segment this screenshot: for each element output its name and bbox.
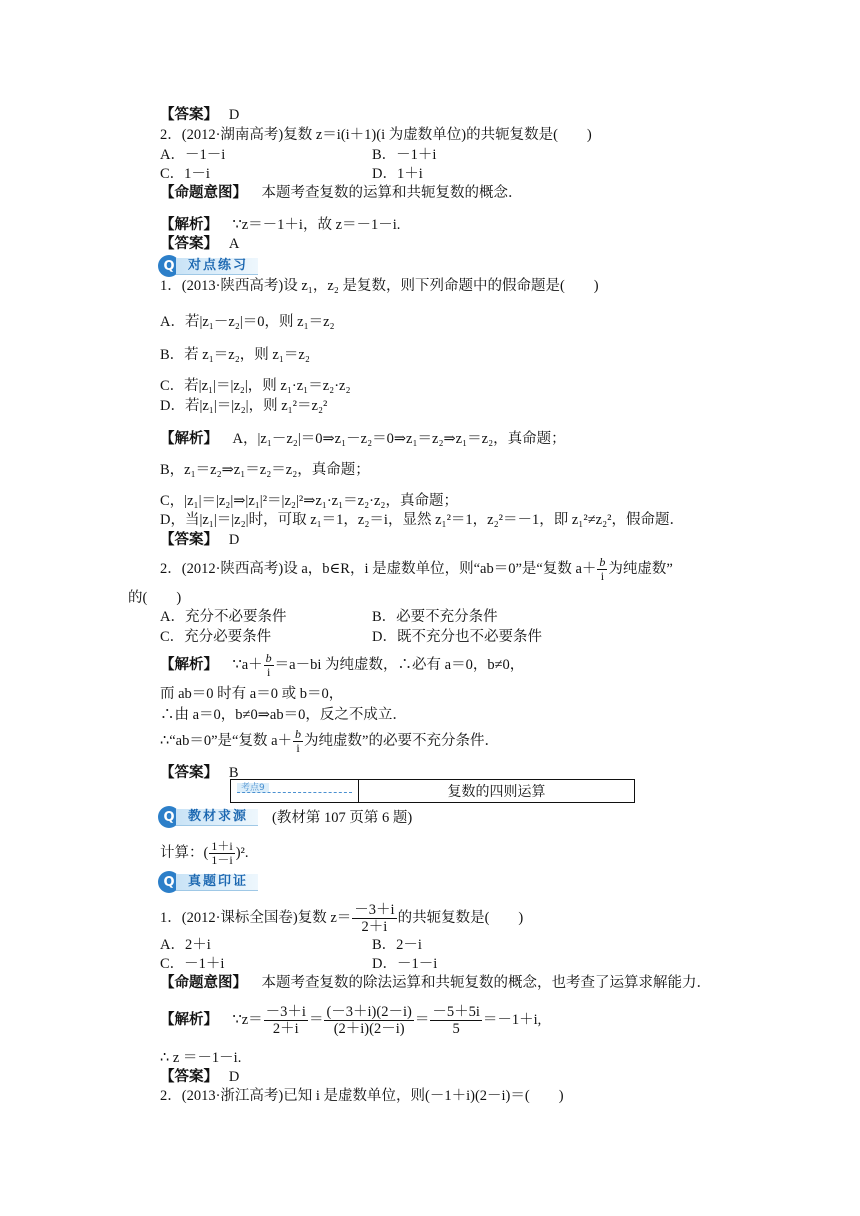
answer-label: 【答案】 [160,107,218,123]
question-shaanxi2013-stem: 1．(2013·陕西高考)设 z₁，z₂ 是复数，则下列命题中的假命题是( ) [160,278,599,294]
stem-tail: 的( ) [128,590,182,606]
analysis-text: C，|z₁|＝|z₂|⇒|z₁|²＝|z₂|²⇒z₁·z₁＝z₂·z₂，真命题； [160,493,458,509]
analysis-text: B，z₁＝z₂⇒z₁＝z₂＝z₂，真命题； [160,462,370,478]
analysis-text: ∵a＋ [232,656,263,673]
fraction [209,840,234,867]
fraction-numerator: b [265,651,272,665]
magnifier-icon: Q [158,255,180,277]
fraction-denominator: i [267,665,271,679]
stem-text: 2．(2012·陕西高考)设 a，b∈R，i 是虚数单位，则“ab＝0”是“复数 a＋ [160,560,597,577]
option-c: C．若|z₁|＝|z₂|，则 z₁·z₁＝z₂·z₂ [160,378,351,394]
analysis-text: A，|z₁－z₂|＝0⇒z₁－z₂＝0⇒z₁＝z₂⇒z₁＝z₂，真命题； [232,431,566,447]
section-practice-header [158,255,258,277]
option-c: C．1－i [160,166,210,182]
textbook-calc [160,840,249,867]
analysis-text: ∴ z ＝－1－i. [160,1050,242,1066]
answer-label: 【答案】 [160,1069,218,1085]
option-d: D．既不充分也不必要条件 [372,629,542,645]
option-a: A．2＋i [160,937,211,953]
analysis-line: 【解析】 ∵z＝ $\frac{-3+i}{2+i}$ ＝ $\frac{(-3+i)(2-i)}{(2+i)(2-i)}$ ＝ $\frac{-5+5i}{5}$ ＝－1＋i, [160,1004,542,1037]
option-a: A．－1－i [160,147,226,163]
fraction-numerator: －3＋i [265,1004,306,1020]
fraction-denominator: i [600,569,605,583]
analysis-text: ＝－1＋i, [482,1011,542,1028]
section-title: 教材求源 [176,809,258,826]
option-c: C．充分必要条件 [160,629,272,645]
option-b: B．若 z₁＝z₂，则 z₁＝z₂ [160,347,310,363]
question-hunan-stem: 2．(2012·湖南高考)复数 z＝i(i＋1)(i 为虚数单位)的共轭复数是( ) [160,127,592,143]
question-shaanxi2012-stem [160,556,673,583]
analysis-text: ＝a－bi 为纯虚数，∴必有 a＝0，b≠0， [274,656,525,673]
fraction-numerator: (－3＋i)(2－i) [326,1004,412,1020]
textbook-reference: (教材第 107 页第 6 题) [272,810,413,826]
option-d: D．1＋i [372,166,423,182]
fraction [264,652,274,679]
answer-line [160,764,239,782]
arrow-line [237,792,352,793]
topic-tag-cell [231,780,359,802]
analysis-line [160,216,400,234]
option-b: B．必要不充分条件 [372,609,498,625]
fraction-numerator: b [599,555,606,569]
section-title: 真题印证 [176,874,258,891]
analysis-label: 【解析】 [160,217,218,233]
fraction-numerator: －3＋i [354,902,395,918]
answer-value: B [228,765,239,781]
analysis-text: ∵z＝－1＋i，故 z＝－1－i. [232,217,401,233]
intent-line [160,974,711,992]
option-a: A．充分不必要条件 [160,609,287,625]
topic-table [230,779,635,803]
option-c: C．－1＋i [160,956,225,972]
question-zhejiang-stem: 2．(2013·浙江高考)已知 i 是虚数单位，则(－1＋i)(2－i)＝( ) [160,1088,564,1104]
fraction [597,556,607,583]
analysis-text: D，当|z₁|＝|z₂|时，可取 z₁＝1，z₂＝i，显然 z₁²＝1，z₂²＝－1，即 z₁²≠z₂²，假命题． [160,512,685,528]
option-a: A．若|z₁－z₂|＝0，则 z₁＝z₂ [160,314,335,330]
section-textbook-header [158,806,258,828]
option-b: B．－1＋i [372,147,437,163]
answer-line-prev [160,106,239,124]
intent-text: 本题考查复数的运算和共轭复数的概念． [261,185,523,201]
intent-line [160,184,523,202]
option-d: D．－1－i [372,956,438,972]
answer-label: 【答案】 [160,236,218,252]
analysis-text: ∴由 a＝0，b≠0⇒ab＝0，反之不成立． [160,707,407,723]
topic-title: 复数的四则运算 [447,784,546,800]
magnifier-icon: Q [158,806,180,828]
fraction-denominator: 2＋i [361,919,388,935]
fraction-denominator: (2＋i)(2－i) [333,1021,405,1037]
answer-label: 【答案】 [160,532,218,548]
analysis-line [160,652,524,679]
intent-label: 【命题意图】 [160,185,247,201]
fraction-denominator: i [296,741,300,755]
stem-text: 的共轭复数是( ) [397,909,524,926]
answer-value: D [228,1069,240,1085]
fraction [352,902,396,935]
option-b: B．2－i [372,937,422,953]
answer-line [160,1068,239,1086]
analysis-line [160,430,566,448]
answer-line [160,235,239,253]
section-title: 对点练习 [176,258,258,275]
answer-value: D [228,532,240,548]
stem-text: 1．(2012·课标全国卷)复数 z＝ [160,909,352,926]
fraction [264,1004,308,1037]
fraction-denominator: 2＋i [272,1021,299,1037]
answer-line [160,531,239,549]
section-real-header [158,871,258,893]
analysis-text: 而 ab＝0 时有 a＝0 或 b＝0， [160,686,344,702]
fraction-numerator: －5＋5i [432,1004,480,1020]
analysis-label: 【解析】 [160,656,218,673]
answer-label: 【答案】 [160,765,218,781]
intent-label: 【命题意图】 [160,975,247,991]
answer-value: A [228,236,240,252]
magnifier-icon: Q [158,871,180,893]
topic-tag: 考点9 [237,783,269,793]
fraction [324,1004,413,1037]
analysis-label: 【解析】 [160,431,218,447]
analysis-text: ∴“ab＝0”是“复数 a＋ [160,732,293,749]
stem-text: 为纯虚数” [608,560,673,577]
calc-text: )². [235,844,249,861]
intent-text: 本题考查复数的除法运算和共轭复数的概念，也考查了运算求解能力． [261,975,711,991]
calc-text: 计算：( [160,844,209,861]
answer-value: D [228,107,240,123]
question-national-stem [160,902,523,935]
fraction-denominator: 1－i [211,853,233,867]
fraction [293,728,303,755]
fraction-numerator: 1＋i [211,839,233,853]
option-d: D．若|z₁|＝|z₂|，则 z₁²＝z₂² [160,398,328,414]
fraction-numerator: b [295,727,302,741]
fraction [430,1004,482,1037]
fraction-denominator: 5 [452,1021,460,1037]
analysis-text: 为纯虚数”的必要不充分条件． [304,732,499,749]
analysis-line [160,728,499,755]
analysis-label: 【解析】 [160,1011,218,1028]
analysis-text: ∵z＝ [232,1011,263,1028]
